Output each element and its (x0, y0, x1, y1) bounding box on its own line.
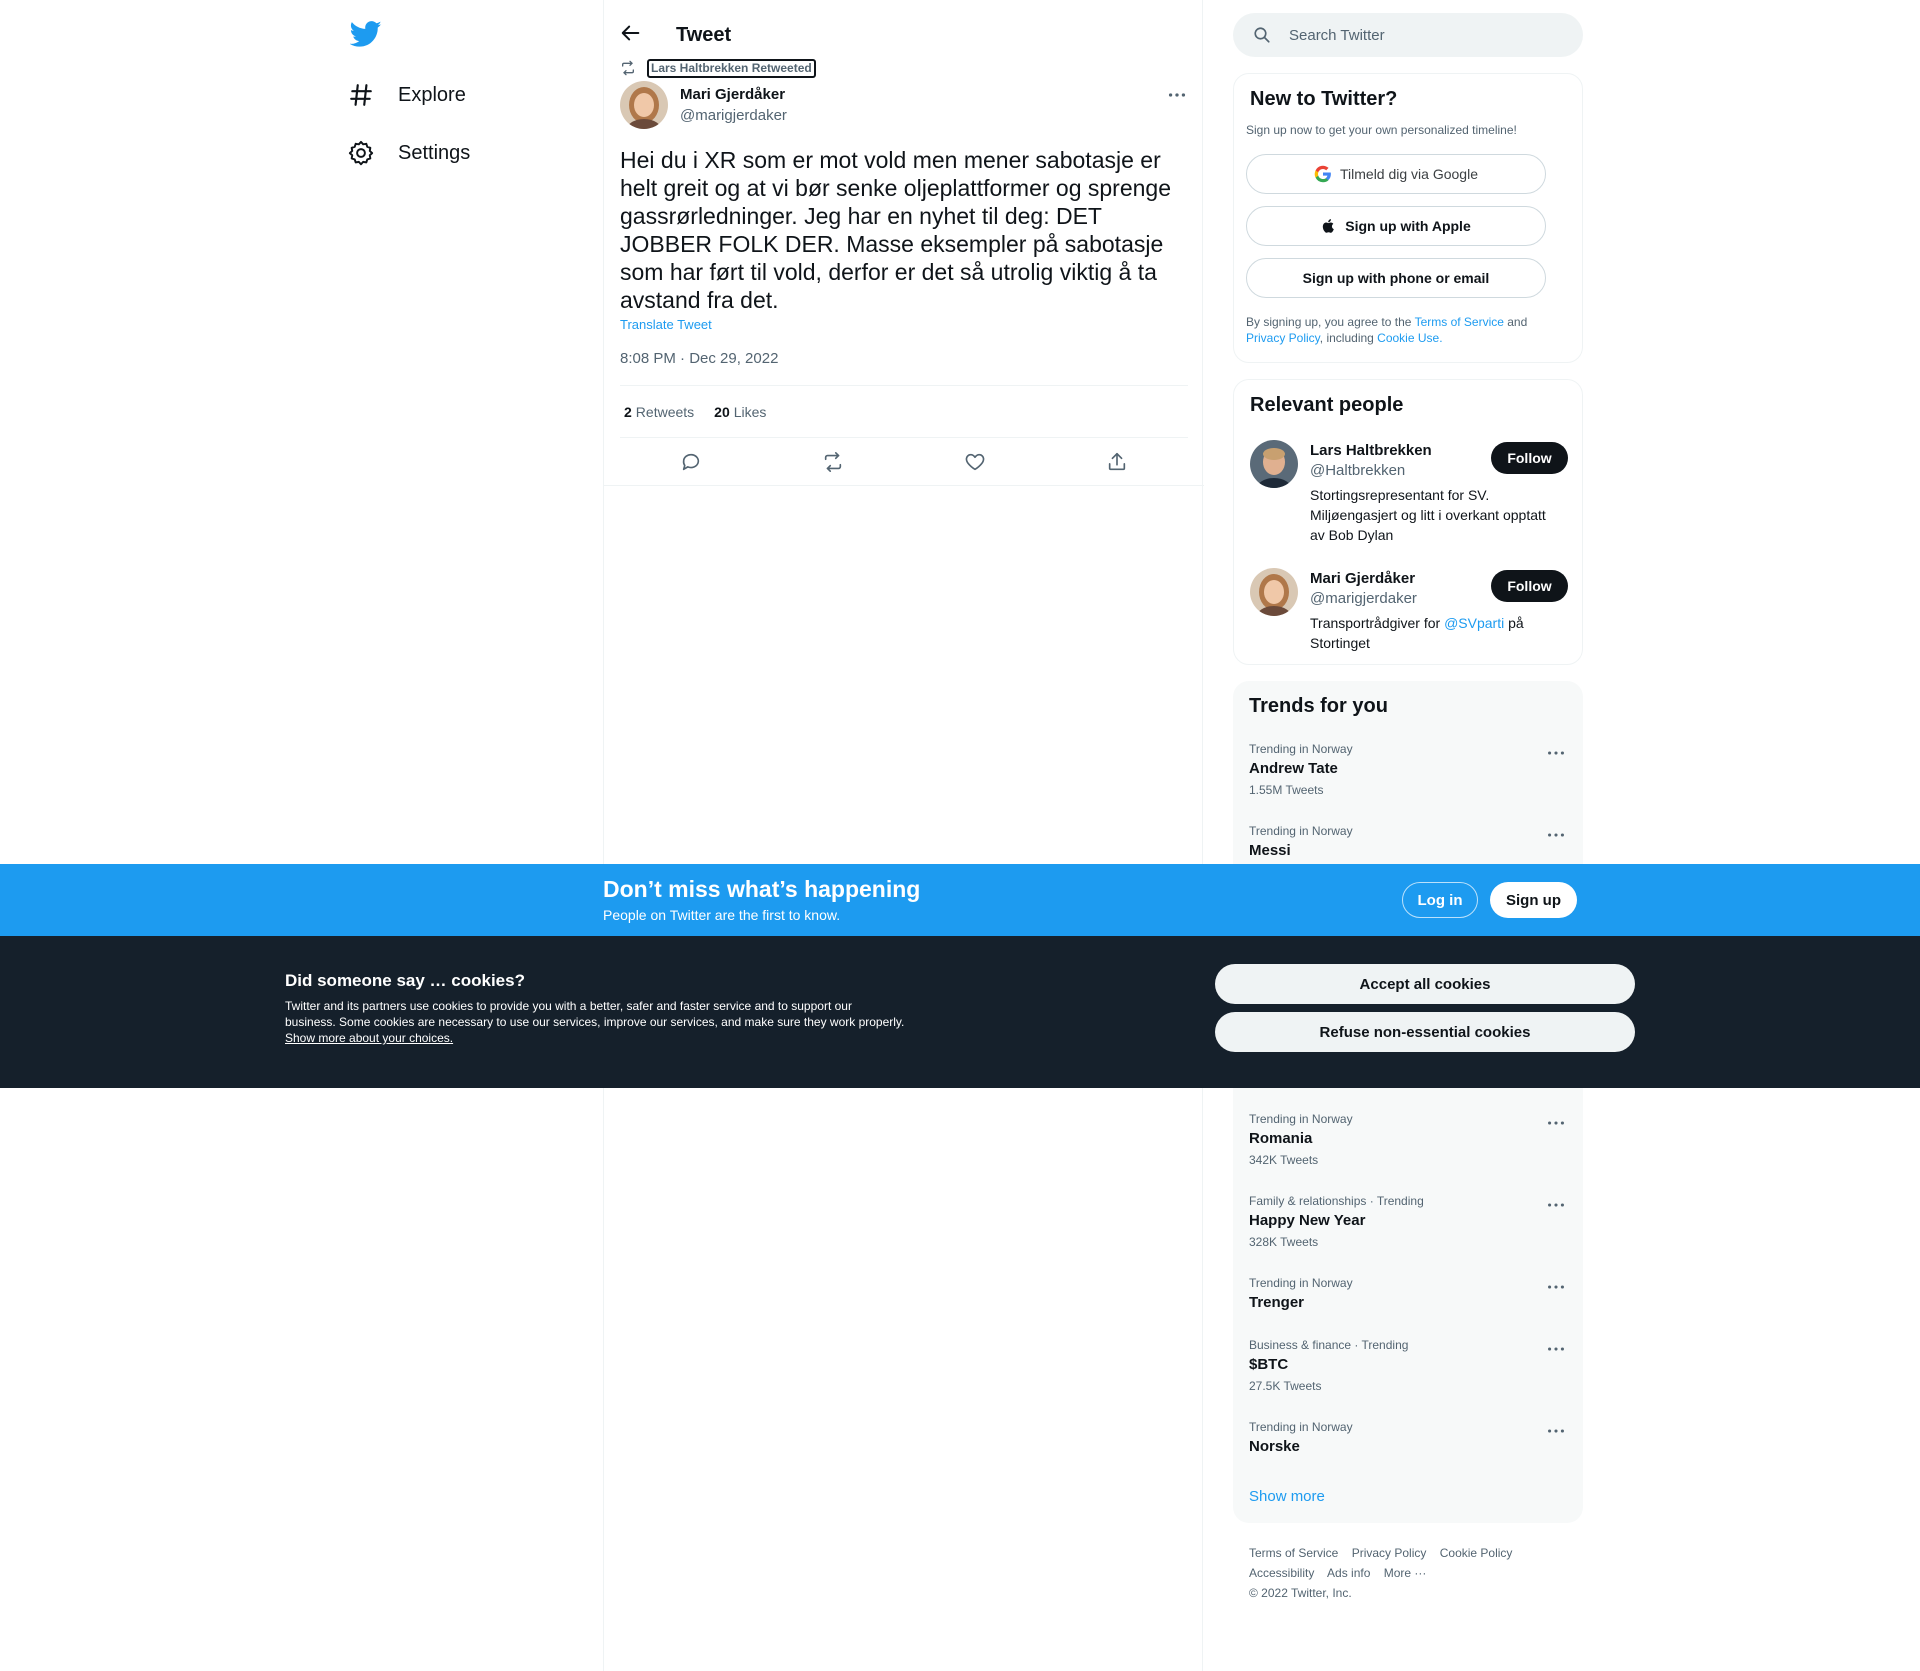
more-options-icon[interactable] (1545, 742, 1567, 764)
login-button[interactable]: Log in (1402, 882, 1478, 918)
trend-name: Norske (1249, 1438, 1300, 1455)
relevant-people-title: Relevant people (1250, 394, 1404, 416)
trend-name: Happy New Year (1249, 1212, 1366, 1229)
twitter-logo-icon[interactable] (350, 18, 382, 50)
more-options-icon[interactable] (1545, 824, 1567, 846)
more-options-icon[interactable] (1545, 1420, 1567, 1442)
nav-explore-label: Explore (398, 83, 466, 106)
more-options-icon[interactable] (1166, 84, 1188, 106)
person-bio (1310, 613, 1550, 653)
reply-icon[interactable] (680, 451, 702, 473)
dont-miss-title: Don’t miss what’s happening (603, 876, 921, 902)
person-bio-suffix: på Stortinget (1310, 615, 1524, 651)
mention-link[interactable]: @SVparti (1444, 615, 1505, 631)
trend-count: 27.5K Tweets (1249, 1379, 1322, 1393)
trend-item[interactable] (1249, 1420, 1567, 1455)
signup-legal-text (1246, 314, 1566, 346)
apple-signup-button[interactable] (1246, 206, 1546, 246)
person-bio: Stortingsrepresentant for SV. Miljøengasjert og litt i overkant opptatt av Bob Dylan (1310, 487, 1546, 543)
dont-miss-banner (0, 864, 1920, 936)
trend-meta: Trending in Norway (1249, 1276, 1353, 1290)
google-signup-label: Tilmeld dig via Google (1340, 166, 1478, 182)
more-options-icon[interactable] (1545, 1276, 1567, 1298)
trend-name: Andrew Tate (1249, 760, 1338, 777)
tweet-actions (620, 438, 1188, 486)
trend-meta: Trending in Norway (1249, 1420, 1353, 1434)
apple-signup-label: Sign up with Apple (1345, 218, 1471, 234)
tweet-stats (624, 404, 786, 420)
share-icon[interactable] (1106, 451, 1128, 473)
cookie-body: Twitter and its partners use cookies to provide you with a better, safer and faster service and to support our business. Some cookies are necessary to use our services, improve our services, and make sure they work properly. (285, 999, 905, 1029)
nav-settings-label: Settings (398, 141, 471, 164)
dont-miss-subtitle: People on Twitter are the first to know. (603, 907, 841, 923)
like-label[interactable]: Likes (733, 404, 767, 420)
terms-of-service-link[interactable]: Terms of Service (1414, 315, 1504, 329)
back-arrow-icon[interactable] (620, 22, 644, 46)
translate-tweet-link[interactable]: Translate Tweet (620, 317, 712, 332)
footer-link[interactable]: Ads info (1327, 1566, 1371, 1580)
gear-icon (346, 138, 376, 168)
search-input[interactable] (1289, 27, 1549, 44)
retweet-label[interactable]: Retweets (635, 404, 695, 420)
hashtag-icon (346, 80, 376, 110)
person-handle[interactable]: @Haltbrekken (1310, 462, 1406, 479)
more-options-icon[interactable] (1545, 1112, 1567, 1134)
person-name[interactable]: Lars Haltbrekken (1310, 442, 1432, 459)
follow-button[interactable]: Follow (1491, 570, 1568, 602)
legal-and: and (1503, 315, 1528, 329)
legal-including: , including (1319, 331, 1378, 345)
follow-button[interactable]: Follow (1491, 442, 1568, 474)
trend-item[interactable] (1249, 824, 1567, 859)
trend-count: 328K Tweets (1249, 1235, 1319, 1249)
nav-settings[interactable] (346, 129, 470, 177)
author-avatar[interactable] (620, 81, 668, 129)
retweet-action-icon[interactable] (822, 451, 844, 473)
phone-email-signup-button[interactable] (1246, 258, 1546, 298)
footer-link[interactable]: More ··· (1383, 1566, 1427, 1580)
trend-name: $BTC (1249, 1356, 1289, 1373)
tweet-column (603, 0, 1203, 1671)
more-options-icon[interactable] (1545, 1194, 1567, 1216)
trend-item[interactable] (1249, 1276, 1567, 1311)
like-count[interactable]: 20 (714, 404, 730, 420)
phone-email-signup-label: Sign up with phone or email (1302, 270, 1490, 286)
author-handle[interactable]: @marigjerdaker (680, 107, 787, 124)
person-avatar[interactable] (1250, 568, 1298, 616)
trend-item[interactable] (1249, 742, 1567, 797)
trend-meta: Family & relationships · Trending (1249, 1194, 1424, 1208)
trends-title: Trends for you (1249, 695, 1388, 717)
cookie-banner (0, 936, 1920, 1088)
retweeted-by-link[interactable]: Lars Haltbrekken Retweeted (647, 59, 816, 78)
refuse-cookies-button[interactable]: Refuse non-essential cookies (1215, 1012, 1635, 1052)
privacy-policy-link[interactable]: Privacy Policy (1246, 331, 1320, 345)
retweet-context (620, 59, 816, 78)
divider (620, 385, 1188, 386)
tweet-author[interactable] (620, 81, 787, 129)
retweet-count[interactable]: 2 (624, 404, 632, 420)
cookie-choices-link[interactable]: Show more about your choices. (285, 1031, 454, 1045)
trend-item[interactable] (1249, 1112, 1567, 1167)
relevant-people-panel (1233, 379, 1583, 665)
more-options-icon[interactable] (1545, 1338, 1567, 1360)
google-icon (1314, 165, 1332, 183)
google-signup-button[interactable] (1246, 154, 1546, 194)
tweet-text: Hei du i XR som er mot vold men mener sabotasje er helt greit og at vi bør senke oljeplattformer og sprenge gassrørledninger. Jeg har en nyhet til deg: DET JOBBER FOLK DER. Masse eksempler på sabotasje som har ført til vold, derfor er det så utrolig viktig å ta avstand fra det. (620, 147, 1172, 313)
divider (604, 485, 1204, 486)
person-avatar[interactable] (1250, 440, 1298, 488)
trend-meta: Trending in Norway (1249, 824, 1353, 838)
nav-explore[interactable] (346, 71, 466, 119)
trend-meta: Trending in Norway (1249, 1112, 1353, 1126)
trend-count: 342K Tweets (1249, 1153, 1319, 1167)
show-more-link[interactable]: Show more (1249, 1488, 1325, 1505)
copyright: © 2022 Twitter, Inc. (1249, 1586, 1352, 1600)
trend-name: Messi (1249, 842, 1291, 859)
cookie-title: Did someone say … cookies? (285, 971, 525, 990)
trend-name: Romania (1249, 1130, 1313, 1147)
footer-link[interactable]: Cookie Policy (1439, 1546, 1513, 1560)
legal-prefix: By signing up, you agree to the (1246, 315, 1415, 329)
person-name[interactable]: Mari Gjerdåker (1310, 570, 1416, 587)
new-to-twitter-subtitle: Sign up now to get your own personalized timeline! (1246, 123, 1517, 137)
trend-item[interactable] (1249, 1194, 1567, 1249)
author-name[interactable]: Mari Gjerdåker (680, 86, 786, 103)
footer-link[interactable]: Privacy Policy (1351, 1546, 1427, 1560)
footer-link[interactable]: Terms of Service (1249, 1546, 1339, 1560)
trend-count: 1.55M Tweets (1249, 783, 1324, 797)
person-handle[interactable]: @marigjerdaker (1310, 590, 1417, 607)
person-bio-prefix: Transportrådgiver for (1310, 615, 1445, 631)
trend-meta: Business & finance · Trending (1249, 1338, 1409, 1352)
like-heart-icon[interactable] (964, 451, 986, 473)
trend-meta: Trending in Norway (1249, 742, 1353, 756)
trends-panel (1233, 681, 1583, 1523)
new-to-twitter-panel (1233, 73, 1583, 363)
signup-button[interactable]: Sign up (1490, 882, 1577, 918)
cookie-text (285, 998, 905, 1046)
cookie-use-link[interactable]: Cookie Use. (1377, 331, 1443, 345)
tweet-timestamp[interactable]: 8:08 PM · Dec 29, 2022 (620, 350, 779, 367)
trend-name: Trenger (1249, 1294, 1305, 1311)
accept-cookies-button[interactable]: Accept all cookies (1215, 964, 1635, 1004)
new-to-twitter-title: New to Twitter? (1250, 88, 1398, 110)
search-box[interactable] (1233, 13, 1583, 57)
apple-icon (1321, 217, 1337, 235)
page-title: Tweet (676, 24, 732, 46)
retweet-icon (620, 60, 638, 78)
trend-item[interactable] (1249, 1338, 1567, 1393)
search-icon (1253, 26, 1271, 44)
footer (1249, 1543, 1569, 1603)
footer-link[interactable]: Accessibility (1249, 1566, 1315, 1580)
